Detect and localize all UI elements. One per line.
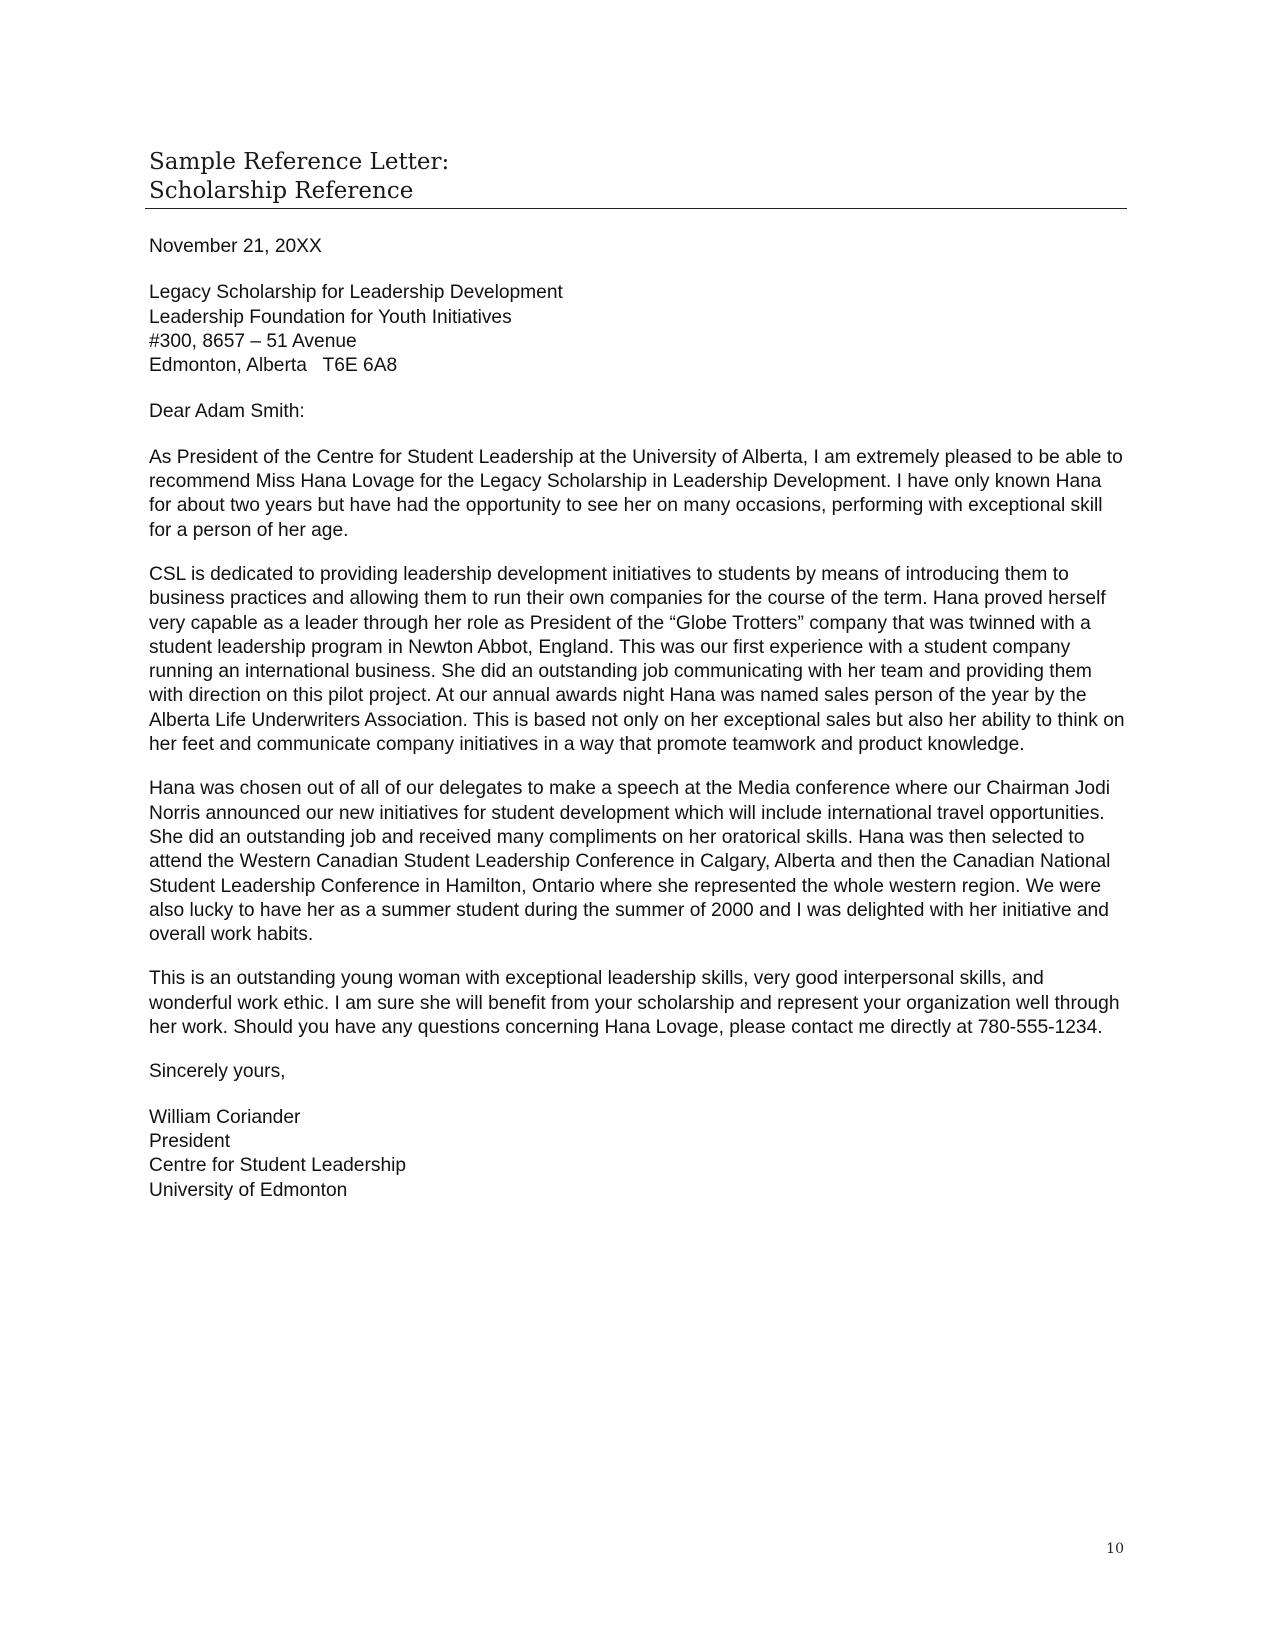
body-paragraph: This is an outstanding young woman with exceptional leadership skills, very good interpersonal skills, and wonderful work ethic. I am sure she will benefit from your scholarship and represent your organization well through her work. Should you have any questions concerning Hana Lovage, please contact me directly at 780-555-1234.	[149, 968, 1120, 1039]
signature-block	[149, 1106, 1129, 1203]
salutation: Dear Adam Smith:	[149, 401, 305, 423]
signer-title: President	[149, 1130, 231, 1152]
letter-date: November 21, 20XX	[149, 236, 322, 257]
recipient-address	[149, 281, 1129, 378]
closing: Sincerely yours,	[149, 1061, 286, 1083]
address-line: Legacy Scholarship for Leadership Development	[149, 282, 563, 304]
address-line: #300, 8657 – 51 Avenue	[149, 330, 357, 352]
signer-name: William Coriander	[149, 1106, 301, 1128]
signer-organization: Centre for Student Leadership	[149, 1155, 407, 1177]
body-paragraph: CSL is dedicated to providing leadership development initiatives to students by means of introducing them to business practices and allowing them to run their own companies for the course of the term. Hana proved herself very capable as a leader through her role as President of the “Globe Trotters” company that was twinned with a student leadership program in Newton Abbot, England. This was our first experience with a student company running an international business. She did an outstanding job communicating with her team and providing them with direction on this pilot project. At our annual awards night Hana was named sales person of the year by the Alberta Life Underwriters Association. This is based not only on her exceptional sales but also her ability to think on her feet and communicate company initiatives in a way that promote teamwork and product knowledge.	[149, 563, 1125, 756]
page-number: 10	[1106, 1541, 1124, 1557]
signer-institution: University of Edmonton	[149, 1179, 348, 1201]
body-paragraph: As President of the Centre for Student Leadership at the University of Alberta, I am extremely pleased to be able to recommend Miss Hana Lovage for the Legacy Scholarship in Leadership Development. I have only known Hana for about two years but have had the opportunity to see her on many occasions, performing with exceptional skill for a person of her age.	[149, 446, 1123, 541]
address-line: Leadership Foundation for Youth Initiatives	[149, 306, 512, 328]
body-paragraph: Hana was chosen out of all of our delegates to make a speech at the Media conference where our Chairman Jodi Norris announced our new initiatives for student development which will include international travel opportunities. She did an outstanding job and received many compliments on her oratorical skills. Hana was then selected to attend the Western Canadian Student Leadership Conference in Calgary, Alberta and then the Canadian National Student Leadership Conference in Hamilton, Ontario where she represented the whole western region. We were also lucky to have her as a summer student during the summer of 2000 and I was delighted with her initiative and overall work habits.	[149, 778, 1111, 946]
letter-body	[149, 235, 1129, 1203]
title-line-1: Sample Reference Letter:	[149, 149, 450, 175]
address-line: Edmonton, Alberta T6E 6A8	[149, 355, 398, 377]
document-title	[149, 148, 1123, 206]
title-line-2: Scholarship Reference	[149, 178, 414, 204]
title-divider	[145, 208, 1127, 209]
